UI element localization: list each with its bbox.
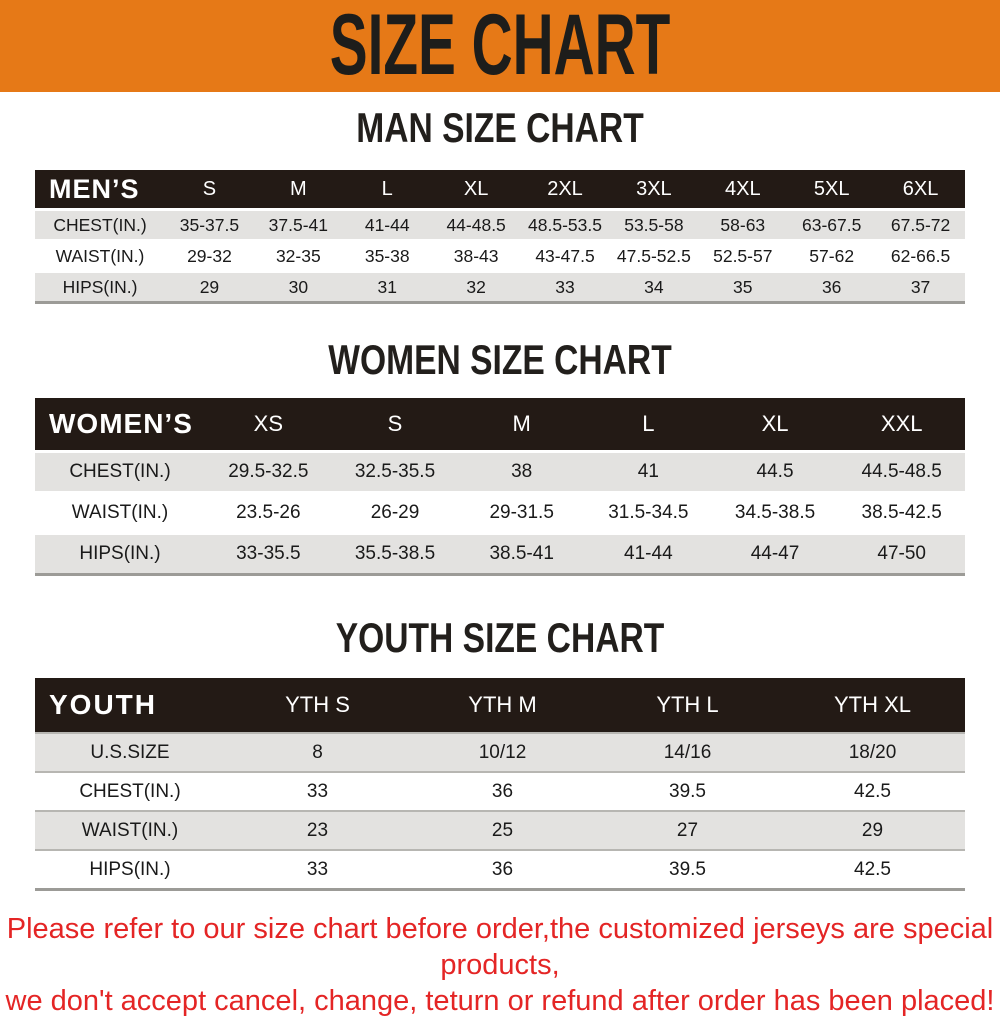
column-header: S bbox=[202, 177, 217, 200]
table-row bbox=[35, 242, 965, 270]
women-section-title: WOMEN SIZE CHART bbox=[328, 336, 672, 383]
cell-value: 34 bbox=[644, 276, 664, 297]
column-header: 2XL bbox=[547, 177, 583, 200]
cell-value: 37.5-41 bbox=[268, 214, 329, 235]
cell-value: 31.5-34.5 bbox=[608, 502, 689, 523]
table-row bbox=[35, 535, 965, 573]
table-header-row bbox=[35, 678, 965, 732]
cell-value: 63-67.5 bbox=[802, 214, 862, 235]
cell-value: 35 bbox=[733, 276, 753, 297]
cell-value: 67.5-72 bbox=[890, 214, 951, 235]
row-label: HIPS(IN.) bbox=[62, 276, 138, 297]
column-header: M bbox=[290, 177, 307, 200]
row-label: CHEST(IN.) bbox=[69, 461, 171, 482]
cell-value: 44.5-48.5 bbox=[861, 461, 942, 482]
men-size-section bbox=[0, 104, 1000, 304]
cell-value: 38.5-42.5 bbox=[861, 502, 942, 523]
column-header: 6XL bbox=[902, 177, 939, 200]
table-row bbox=[35, 494, 965, 532]
cell-value: 39.5 bbox=[669, 780, 706, 802]
cell-value: 29 bbox=[199, 276, 220, 297]
women-size-table bbox=[35, 398, 965, 576]
table-header-label: MEN’S bbox=[49, 173, 140, 204]
cell-value: 14/16 bbox=[663, 741, 712, 763]
row-label: HIPS(IN.) bbox=[89, 858, 171, 880]
column-header: YTH XL bbox=[833, 692, 912, 717]
cell-value: 31 bbox=[377, 276, 397, 297]
table-row bbox=[35, 849, 965, 888]
table-row bbox=[35, 732, 965, 771]
cell-value: 33 bbox=[306, 858, 329, 880]
men-size-table bbox=[35, 170, 965, 304]
cell-value: 33 bbox=[555, 276, 575, 297]
cell-value: 44.5 bbox=[756, 461, 794, 482]
cell-value: 32.5-35.5 bbox=[354, 461, 436, 482]
column-header: L bbox=[642, 411, 655, 436]
column-header: 4XL bbox=[724, 177, 761, 200]
cell-value: 26-29 bbox=[370, 502, 420, 523]
cell-value: 47.5-52.5 bbox=[616, 245, 691, 266]
cell-value: 27 bbox=[676, 819, 699, 841]
cell-value: 10/12 bbox=[478, 741, 527, 763]
cell-value: 41-44 bbox=[364, 214, 410, 235]
table-header-row bbox=[35, 398, 965, 450]
column-header: YTH M bbox=[468, 692, 537, 717]
cell-value: 8 bbox=[312, 741, 323, 763]
banner bbox=[0, 0, 1000, 92]
cell-value: 23 bbox=[306, 819, 329, 841]
women-size-section bbox=[0, 336, 1000, 576]
cell-value: 36 bbox=[491, 858, 514, 880]
cell-value: 52.5-57 bbox=[713, 245, 773, 266]
table-row bbox=[35, 273, 965, 301]
cell-value: 36 bbox=[821, 276, 842, 297]
cell-value: 42.5 bbox=[854, 858, 891, 880]
cell-value: 36 bbox=[491, 780, 514, 802]
cell-value: 44-47 bbox=[750, 543, 800, 564]
cell-value: 35-38 bbox=[364, 245, 410, 266]
notice-line-1: Please refer to our size chart before order,the customized jerseys are special products, bbox=[6, 913, 994, 981]
column-header: M bbox=[512, 411, 531, 436]
cell-value: 38-43 bbox=[453, 245, 499, 266]
table-header-label: YOUTH bbox=[49, 689, 157, 720]
table-row bbox=[35, 211, 965, 239]
cell-value: 29.5-32.5 bbox=[228, 461, 309, 482]
cell-value: 25 bbox=[491, 819, 514, 841]
page-title: SIZE CHART bbox=[329, 0, 671, 94]
cell-value: 47-50 bbox=[877, 543, 926, 564]
table-row bbox=[35, 810, 965, 849]
cell-value: 57-62 bbox=[809, 245, 855, 266]
cell-value: 35.5-38.5 bbox=[354, 543, 436, 564]
cell-value: 39.5 bbox=[669, 858, 706, 880]
row-label: HIPS(IN.) bbox=[79, 543, 161, 564]
column-header: 3XL bbox=[636, 177, 672, 200]
youth-size-table bbox=[35, 678, 965, 891]
table-header-row bbox=[35, 170, 965, 208]
cell-value: 34.5-38.5 bbox=[734, 502, 816, 523]
cell-value: 23.5-26 bbox=[236, 502, 301, 523]
column-header: YTH L bbox=[656, 692, 719, 717]
column-header: XXL bbox=[880, 411, 923, 436]
cell-value: 41 bbox=[637, 461, 659, 482]
cell-value: 29-31.5 bbox=[489, 502, 554, 523]
men-section-title: MAN SIZE CHART bbox=[356, 104, 644, 151]
row-label: WAIST(IN.) bbox=[71, 502, 169, 523]
youth-section-title: YOUTH SIZE CHART bbox=[335, 614, 665, 661]
cell-value: 44-48.5 bbox=[446, 214, 506, 235]
cell-value: 32-35 bbox=[275, 245, 321, 266]
cell-value: 29 bbox=[861, 819, 884, 841]
cell-value: 62-66.5 bbox=[890, 245, 951, 266]
column-header: XL bbox=[463, 177, 489, 200]
cell-value: 42.5 bbox=[854, 780, 891, 802]
row-label: WAIST(IN.) bbox=[81, 819, 179, 841]
notice-line-2: we don't accept cancel, change, teturn or refund after order has been placed! bbox=[5, 984, 995, 1017]
column-header: XS bbox=[253, 411, 284, 436]
youth-size-section bbox=[0, 614, 1000, 891]
cell-value: 38 bbox=[511, 461, 533, 482]
cell-value: 38.5-41 bbox=[489, 543, 554, 564]
cell-value: 37 bbox=[910, 276, 931, 297]
column-header: XL bbox=[761, 411, 789, 436]
cell-value: 29-32 bbox=[187, 245, 232, 266]
cell-value: 33 bbox=[306, 780, 329, 802]
cell-value: 35-37.5 bbox=[179, 214, 240, 235]
table-header-label: WOMEN’S bbox=[49, 408, 193, 439]
row-label: CHEST(IN.) bbox=[79, 780, 181, 802]
cell-value: 58-63 bbox=[720, 214, 766, 235]
cell-value: 41-44 bbox=[624, 543, 673, 564]
cell-value: 43-47.5 bbox=[535, 245, 595, 266]
row-label: U.S.SIZE bbox=[90, 741, 170, 763]
order-notice bbox=[0, 912, 1000, 1020]
cell-value: 48.5-53.5 bbox=[528, 214, 602, 235]
table-row bbox=[35, 771, 965, 810]
cell-value: 30 bbox=[288, 276, 309, 297]
table-row bbox=[35, 453, 965, 491]
cell-value: 18/20 bbox=[848, 741, 897, 763]
column-header: S bbox=[387, 411, 403, 436]
cell-value: 32 bbox=[466, 276, 486, 297]
column-header: L bbox=[381, 177, 393, 200]
cell-value: 33-35.5 bbox=[236, 543, 301, 564]
cell-value: 53.5-58 bbox=[624, 214, 684, 235]
column-header: YTH S bbox=[285, 692, 350, 717]
row-label: WAIST(IN.) bbox=[55, 245, 145, 266]
row-label: CHEST(IN.) bbox=[53, 214, 147, 235]
column-header: 5XL bbox=[813, 177, 850, 200]
